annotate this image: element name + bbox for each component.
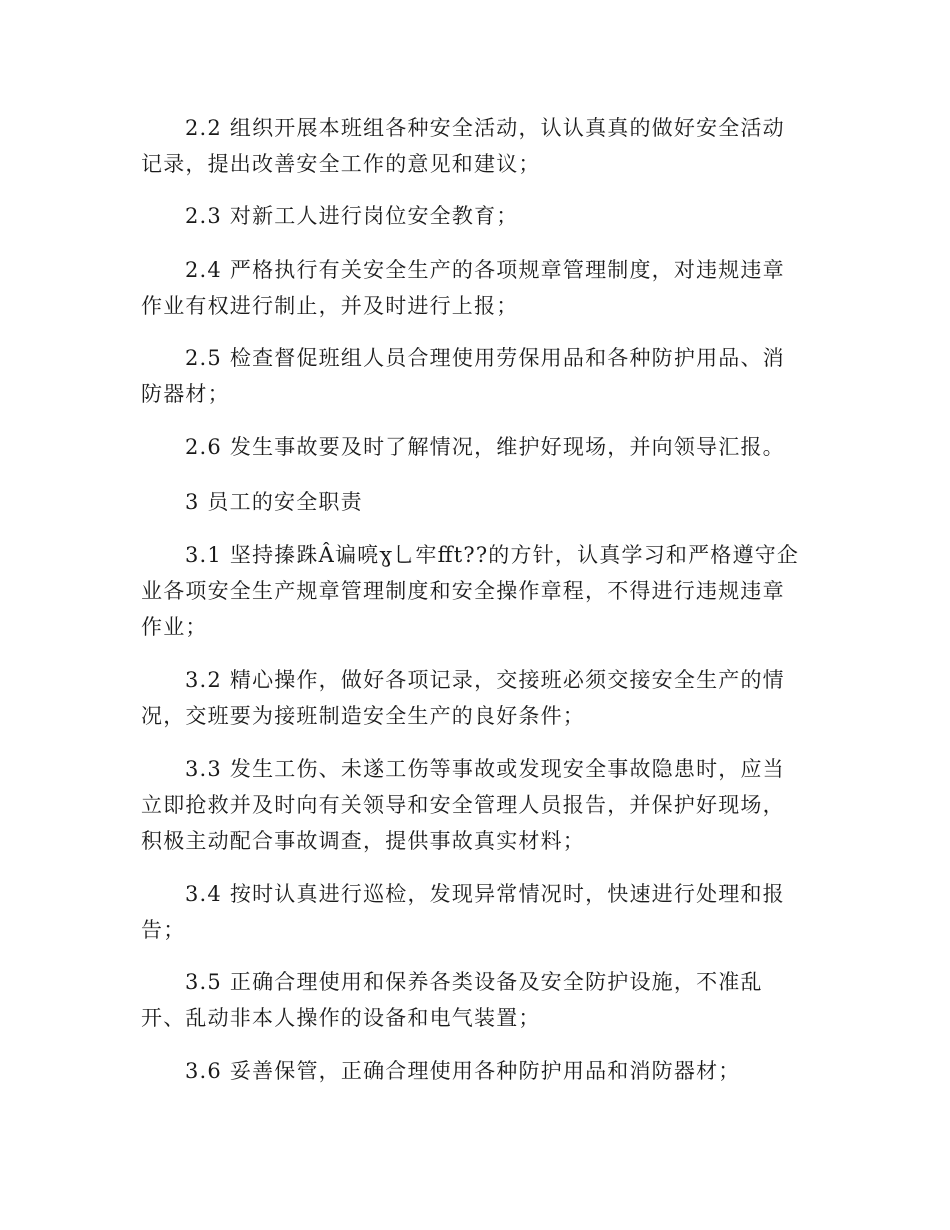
paragraph-2-2: 2.2 组织开展本班组各种安全活动，认认真真的做好安全活动记录，提出改善安全工作的意见和建议； bbox=[141, 116, 785, 176]
paragraph-3-3: 3.3 发生工伤、未遂工伤等事故或发现安全事故隐患时，应当立即抢救并及时向有关领导和安全管理人员报告，并保护好现场，积极主动配合事故调查，提供事故真实材料； bbox=[141, 757, 785, 853]
section-heading-3: 3 员工的安全职责 bbox=[185, 490, 363, 514]
paragraph-3-1: 3.1 坚持搸跦Â谝喨ɣ乚牢ﬀt??的方针，认真学习和严格遵守企业各项安全生产规章管理制度和安全操作章程，不得进行违规违章作业； bbox=[141, 543, 800, 639]
paragraph-3-5: 3.5 正确合理使用和保养各类设备及安全防护设施，不准乱开、乱动非本人操作的设备和电气装置； bbox=[141, 970, 763, 1030]
paragraph-2-5: 2.5 检查督促班组人员合理使用劳保用品和各种防护用品、消防器材； bbox=[141, 346, 785, 406]
paragraph-2-3: 2.3 对新工人进行岗位安全教育； bbox=[185, 204, 519, 228]
paragraph-3-4: 3.4 按时认真进行巡检，发现异常情况时，快速进行处理和报告； bbox=[141, 882, 785, 942]
paragraph-3-6: 3.6 妥善保管，正确合理使用各种防护用品和消防器材； bbox=[185, 1059, 741, 1083]
paragraph-2-6: 2.6 发生事故要及时了解情况，维护好现场，并向领导汇报。 bbox=[185, 435, 785, 459]
paragraph-2-4: 2.4 严格执行有关安全生产的各项规章管理制度，对违规违章作业有权进行制止，并及时进行上报； bbox=[141, 258, 785, 318]
paragraph-3-2: 3.2 精心操作，做好各项记录，交接班必须交接安全生产的情况，交班要为接班制造安全生产的良好条件； bbox=[141, 668, 785, 728]
